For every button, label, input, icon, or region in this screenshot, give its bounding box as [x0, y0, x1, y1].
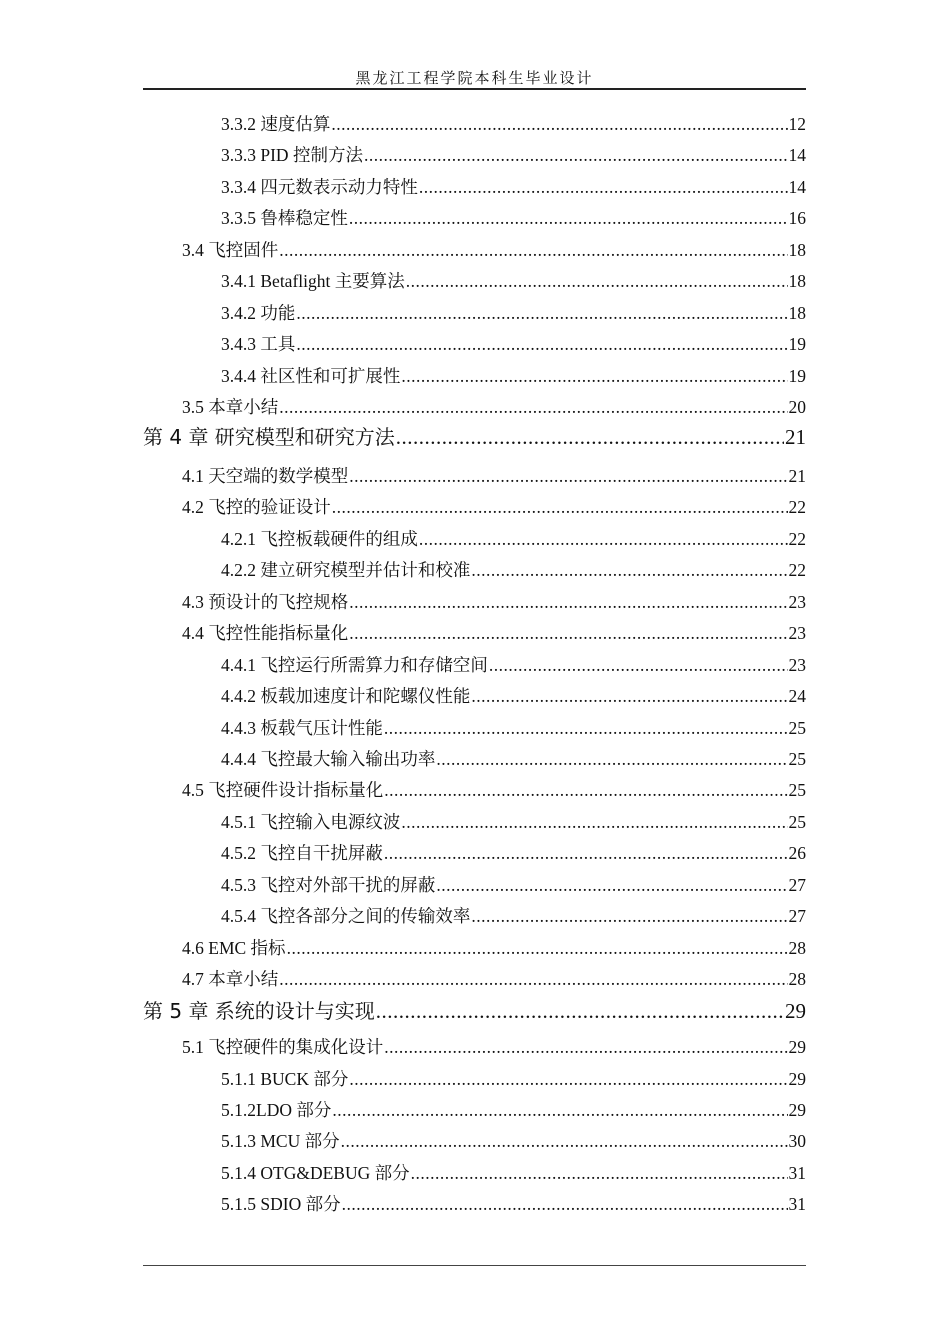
- toc-entry[interactable]: [221, 1066, 806, 1092]
- toc-entry-title: 5.1.3 MCU 部分: [221, 1131, 340, 1151]
- toc-entry[interactable]: [182, 463, 806, 489]
- toc-dot-leader: [279, 966, 787, 992]
- toc-entry-page: 25: [788, 812, 806, 832]
- toc-entry[interactable]: [182, 1034, 806, 1060]
- toc-entry[interactable]: [221, 268, 806, 294]
- toc-entry-title: 3.4 飞控固件: [182, 240, 279, 260]
- toc-entry-title: 4.4.4 飞控最大输入输出功率: [221, 749, 436, 769]
- toc-entry[interactable]: [182, 966, 806, 992]
- toc-entry-page: 20: [788, 397, 806, 417]
- toc-entry-title: 5.1.5 SDIO 部分: [221, 1194, 341, 1214]
- toc-dot-leader: [384, 777, 787, 803]
- toc-entry[interactable]: [221, 1128, 806, 1154]
- toc-entry-title: 4.5 飞控硬件设计指标量化: [182, 780, 384, 800]
- toc-entry[interactable]: [221, 300, 806, 326]
- toc-dot-leader: [436, 746, 787, 772]
- toc-dot-leader: [287, 935, 788, 961]
- toc-entry[interactable]: [221, 1191, 806, 1217]
- toc-entry-title: 3.4.1 Betaflight 主要算法: [221, 271, 405, 291]
- toc-entry-page: 27: [788, 906, 806, 926]
- toc-dot-leader: [296, 300, 787, 326]
- toc-dot-leader: [471, 683, 787, 709]
- toc-dot-leader: [401, 809, 787, 835]
- page-header-title: 黑龙江工程学院本科生毕业设计: [355, 69, 594, 87]
- toc-entry[interactable]: [221, 174, 806, 200]
- toc-entry-page: 18: [788, 240, 806, 260]
- toc-entry-page: 24: [788, 686, 806, 706]
- toc-entry-page: 31: [788, 1194, 806, 1214]
- toc-dot-leader: [279, 237, 787, 263]
- toc-entry-page: 26: [788, 843, 806, 863]
- toc-dot-leader: [349, 620, 787, 646]
- toc-entry-page: 19: [788, 334, 806, 354]
- toc-entry[interactable]: [221, 903, 806, 929]
- toc-entry[interactable]: [221, 1160, 806, 1186]
- toc-entry-title: 5.1 飞控硬件的集成化设计: [182, 1037, 384, 1057]
- toc-dot-leader: [349, 589, 787, 615]
- toc-entry-page: 23: [788, 623, 806, 643]
- toc-dot-leader: [436, 872, 787, 898]
- toc-dot-leader: [331, 111, 787, 137]
- toc-entry[interactable]: [221, 111, 806, 137]
- toc-entry[interactable]: [182, 589, 806, 615]
- toc-entry-title: 3.4.2 功能: [221, 303, 296, 323]
- toc-entry-page: 28: [788, 969, 806, 989]
- toc-entry-title: 4.2.1 飞控板载硬件的组成: [221, 529, 418, 549]
- toc-entry-title: 3.3.2 速度估算: [221, 114, 331, 134]
- toc-entry[interactable]: [221, 205, 806, 231]
- toc-entry-title: 3.4.3 工具: [221, 334, 296, 354]
- toc-dot-leader: [376, 996, 784, 1026]
- toc-entry[interactable]: [221, 872, 806, 898]
- toc-entry[interactable]: [182, 777, 806, 803]
- toc-entry-title: 4.5.3 飞控对外部干扰的屏蔽: [221, 875, 436, 895]
- toc-entry[interactable]: [143, 422, 806, 452]
- toc-dot-leader: [419, 526, 788, 552]
- toc-dot-leader: [471, 557, 787, 583]
- toc-entry-page: 21: [788, 466, 806, 486]
- toc-entry-title: 第 5 章 系统的设计与实现: [143, 999, 375, 1023]
- toc-entry-title: 第 4 章 研究模型和研究方法: [143, 425, 395, 449]
- toc-entry-page: 16: [788, 208, 806, 228]
- toc-entry[interactable]: [221, 557, 806, 583]
- toc-entry-page: 31: [788, 1163, 806, 1183]
- toc-entry[interactable]: [182, 620, 806, 646]
- toc-dot-leader: [332, 494, 788, 520]
- toc-entry-page: 27: [788, 875, 806, 895]
- toc-entry-page: 14: [788, 177, 806, 197]
- toc-dot-leader: [384, 840, 788, 866]
- toc-entry[interactable]: [143, 996, 806, 1026]
- toc-entry-page: 22: [788, 560, 806, 580]
- toc-entry-page: 25: [788, 780, 806, 800]
- toc-dot-leader: [341, 1128, 788, 1154]
- toc-entry-page: 14: [788, 145, 806, 165]
- toc-entry-page: 28: [788, 938, 806, 958]
- toc-dot-leader: [401, 363, 787, 389]
- toc-dot-leader: [411, 1160, 788, 1186]
- toc-entry-title: 3.5 本章小结: [182, 397, 279, 417]
- toc-entry-title: 4.4.3 板载气压计性能: [221, 718, 383, 738]
- toc-dot-leader: [349, 205, 788, 231]
- toc-entry[interactable]: [182, 237, 806, 263]
- toc-dot-leader: [364, 142, 788, 168]
- toc-dot-leader: [384, 715, 788, 741]
- toc-entry-title: 3.4.4 社区性和可扩展性: [221, 366, 401, 386]
- toc-dot-leader: [419, 174, 788, 200]
- toc-entry-page: 18: [788, 303, 806, 323]
- toc-dot-leader: [349, 463, 787, 489]
- toc-entry-page: 22: [788, 497, 806, 517]
- toc-entry-page: 18: [788, 271, 806, 291]
- toc-entry-title: 4.4.2 板载加速度计和陀螺仪性能: [221, 686, 471, 706]
- toc-entry[interactable]: [221, 526, 806, 552]
- toc-entry-title: 3.3.3 PID 控制方法: [221, 145, 363, 165]
- toc-entry-title: 4.3 预设计的飞控规格: [182, 592, 349, 612]
- toc-entry[interactable]: [221, 1097, 806, 1123]
- toc-entry-title: 5.1.4 OTG&DEBUG 部分: [221, 1163, 410, 1183]
- toc-entry[interactable]: [221, 715, 806, 741]
- toc-entry-title: 3.3.5 鲁棒稳定性: [221, 208, 348, 228]
- toc-dot-leader: [396, 422, 784, 452]
- toc-entry-page: 23: [788, 592, 806, 612]
- toc-entry-page: 29: [785, 999, 806, 1023]
- toc-entry[interactable]: [182, 935, 806, 961]
- toc-entry[interactable]: [221, 652, 806, 678]
- toc-entry-page: 30: [788, 1131, 806, 1151]
- header-rule: [143, 88, 806, 90]
- toc-entry-title: 5.1.1 BUCK 部分: [221, 1069, 349, 1089]
- toc-entry[interactable]: [221, 683, 806, 709]
- toc-dot-leader: [406, 268, 788, 294]
- toc-entry-page: 12: [788, 114, 806, 134]
- toc-entry-page: 29: [788, 1100, 806, 1120]
- toc-dot-leader: [349, 1066, 787, 1092]
- toc-dot-leader: [296, 331, 787, 357]
- toc-entry-title: 4.1 天空端的数学模型: [182, 466, 349, 486]
- toc-entry[interactable]: [221, 331, 806, 357]
- toc-entry-page: 25: [788, 749, 806, 769]
- toc-entry[interactable]: [182, 394, 806, 420]
- toc-entry-title: 4.2 飞控的验证设计: [182, 497, 331, 517]
- toc-dot-leader: [279, 394, 787, 420]
- toc-entry[interactable]: [221, 142, 806, 168]
- toc-entry-page: 29: [788, 1037, 806, 1057]
- toc-entry-title: 4.7 本章小结: [182, 969, 279, 989]
- toc-entry-title: 4.4.1 飞控运行所需算力和存储空间: [221, 655, 488, 675]
- toc-dot-leader: [489, 652, 788, 678]
- toc-entry-title: 5.1.2LDO 部分: [221, 1100, 332, 1120]
- toc-entry-title: 4.6 EMC 指标: [182, 938, 286, 958]
- toc-dot-leader: [384, 1034, 787, 1060]
- toc-dot-leader: [332, 1097, 787, 1123]
- toc-entry[interactable]: [182, 494, 806, 520]
- toc-entry-page: 19: [788, 366, 806, 386]
- toc-entry-title: 4.5.4 飞控各部分之间的传输效率: [221, 906, 471, 926]
- toc-entry-title: 4.4 飞控性能指标量化: [182, 623, 349, 643]
- toc-entry-title: 3.3.4 四元数表示动力特性: [221, 177, 418, 197]
- toc-entry-page: 23: [788, 655, 806, 675]
- toc-entry-page: 22: [788, 529, 806, 549]
- toc-entry-title: 4.5.1 飞控输入电源纹波: [221, 812, 401, 832]
- toc-dot-leader: [342, 1191, 788, 1217]
- toc-entry-title: 4.2.2 建立研究模型并估计和校准: [221, 560, 471, 580]
- toc-entry[interactable]: [221, 746, 806, 772]
- toc-entry[interactable]: [221, 809, 806, 835]
- footer-rule: [143, 1265, 806, 1266]
- toc-entry-page: 25: [788, 718, 806, 738]
- toc-entry[interactable]: [221, 840, 806, 866]
- toc-entry-page: 29: [788, 1069, 806, 1089]
- toc-entry-title: 4.5.2 飞控自干扰屏蔽: [221, 843, 383, 863]
- toc-dot-leader: [471, 903, 787, 929]
- toc-entry[interactable]: [221, 363, 806, 389]
- toc-entry-page: 21: [785, 425, 806, 449]
